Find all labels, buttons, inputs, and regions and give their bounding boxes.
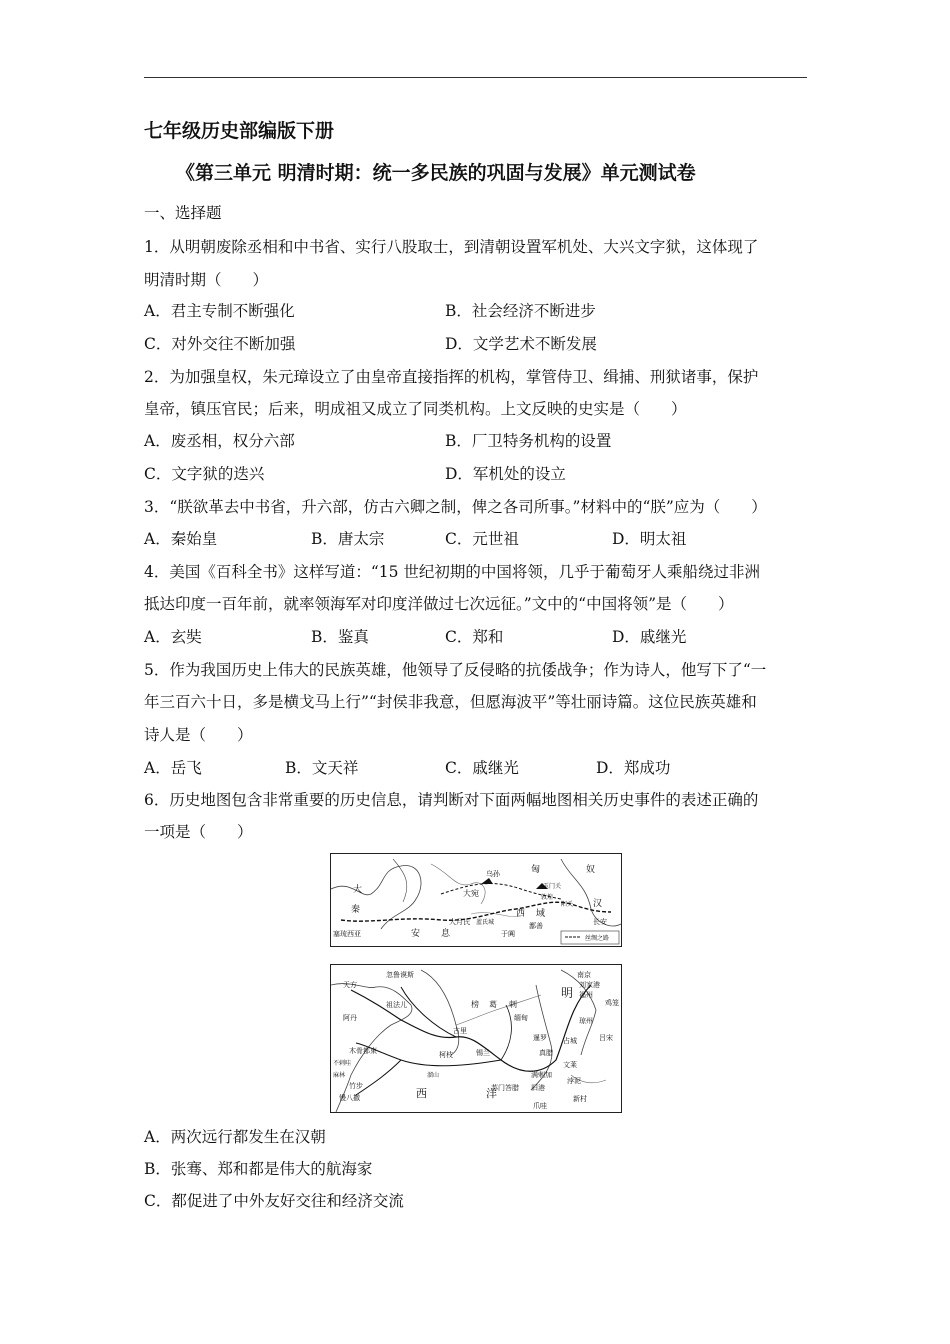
map2-label: 南京: [577, 971, 591, 979]
map1-label: 西: [516, 909, 526, 919]
map1-label: 汉: [593, 899, 603, 909]
grade-title: 七年级历史部编版下册: [144, 120, 335, 142]
map1-label: 蓝氏城: [476, 919, 495, 926]
q2-option-d: D．军机处的设立: [445, 465, 566, 483]
q3-option-d: D．明太祖: [612, 530, 687, 548]
q5-option-d: D．郑成功: [596, 759, 671, 777]
unit-title: 《第三单元 明清时期：统一多民族的巩固与发展》单元测试卷: [176, 162, 696, 184]
map1-label: 敦煌: [541, 894, 554, 901]
q2-stem-line2: 皇帝，镇压官民；后来，明成祖又成立了同类机构。上文反映的史实是（ ）: [144, 400, 687, 418]
zheng-he-map-labels: [333, 970, 619, 1110]
map2-label: 西: [416, 1087, 427, 1100]
q6-stem-line1: 6．历史地图包含非常重要的历史信息，请判断对下面两幅地图相关历史事件的表述正确的: [144, 791, 759, 809]
q3-option-a: A．秦始皇: [144, 530, 218, 548]
q4-option-d: D．戚继光: [612, 628, 687, 646]
map2-label: 吕宋: [599, 1034, 613, 1042]
map1-label: 大宛: [463, 889, 479, 898]
map2-label: 旧港: [531, 1084, 545, 1092]
map2-label: 不剌哇: [333, 1060, 352, 1067]
map2-label: 鸡笼: [605, 999, 619, 1007]
map2-label: 浡泥: [567, 1077, 581, 1085]
map2-label: 洋: [486, 1087, 497, 1100]
q3-option-c: C．元世祖: [445, 530, 519, 548]
q5-option-c: C．戚继光: [445, 759, 519, 777]
q6-option-b: B．张骞、郑和都是伟大的航海家: [144, 1160, 373, 1178]
q4-option-a: A．玄奘: [144, 628, 202, 646]
map1-label: 长安: [593, 918, 607, 926]
map1-label: 大月氏: [449, 918, 470, 926]
q2-stem-line1: 2．为加强皇权，朱元璋设立了由皇帝直接指挥的机构，掌管侍卫、缉捕、刑狱诸事，保护: [144, 368, 759, 386]
map2-label: 爪哇: [533, 1102, 547, 1110]
map1-label: 塞琉西亚: [333, 930, 361, 938]
map2-label: 新村: [573, 1095, 587, 1103]
q4-option-c: C．郑和: [445, 628, 504, 646]
map2-label: 溜山: [427, 1072, 440, 1079]
map1-label: 阳关: [561, 901, 574, 908]
q5-stem-line3: 诗人是（ ）: [144, 726, 253, 744]
map2-label: 慢八撒: [339, 1094, 360, 1102]
q5-option-a: A．岳飞: [144, 759, 202, 777]
q1-option-d: D．文学艺术不断发展: [445, 335, 597, 353]
q5-stem-line1: 5．作为我国历史上伟大的民族英雄，他领导了反侵略的抗倭战争；作为诗人，他写下了“一: [144, 661, 767, 679]
map2-label: 缅甸: [514, 1014, 528, 1022]
map2-label: 福州: [579, 991, 593, 999]
map1-label: 玉门关: [543, 883, 562, 890]
map2-label: 葛: [489, 1000, 497, 1009]
q2-option-c: C．文字狱的迭兴: [144, 465, 265, 483]
map2-label: 苏门答腊: [491, 1084, 519, 1092]
map2-label: 锡兰: [476, 1049, 490, 1057]
map1-label: 大: [353, 885, 363, 895]
map2-label: 柯枝: [439, 1051, 453, 1059]
silk-road-map: [330, 853, 622, 947]
q5-option-b: B．文天祥: [285, 759, 359, 777]
q4-stem-line1: 4．美国《百科全书》这样写道：“15 世纪初期的中国将领，几乎于葡萄牙人乘船绕过非洲: [144, 563, 760, 581]
map1-label: 域: [536, 909, 546, 919]
map2-label: 琼州: [579, 1017, 593, 1025]
q2-option-b: B．厂卫特务机构的设置: [445, 432, 612, 450]
q5-stem-line2: 年三百六十日，多是横戈马上行”“封侯非我意，但愿海波平”等壮丽诗篇。这位民族英雄和: [144, 693, 757, 711]
map2-label: 忽鲁谟斯: [386, 971, 414, 979]
map1-label: 匈: [531, 865, 541, 875]
map2-label: 天方: [343, 981, 357, 989]
map1-label: 安: [411, 929, 421, 939]
map2-label: 占城: [563, 1037, 577, 1045]
q1-option-b: B．社会经济不断进步: [445, 302, 596, 320]
q6-option-a: A．两次远行都发生在汉朝: [144, 1128, 326, 1146]
map2-label: 暹罗: [533, 1034, 547, 1042]
zheng-he-voyages-map: [330, 964, 622, 1113]
q1-option-a: A．君主专制不断强化: [144, 302, 295, 320]
map1-label: 鄯善: [529, 922, 543, 930]
map2-label: 木骨都束: [349, 1047, 377, 1055]
map1-label: 奴: [586, 865, 596, 875]
map1-legend: 丝绸之路: [585, 935, 610, 942]
q6-option-c: C．都促进了中外友好交往和经济交流: [144, 1192, 404, 1210]
map2-label: 刘家港: [579, 981, 600, 989]
q1-option-c: C．对外交往不断加强: [144, 335, 296, 353]
map2-label: 榜: [471, 1000, 479, 1009]
silk-road-map-labels: [333, 863, 609, 942]
q3-stem-line1: 3．“朕欲革去中书省，升六部，仿古六卿之制，俾之各司所事。”材料中的“朕”应为（ ）: [144, 498, 767, 516]
map2-label: 满剌加: [531, 1071, 552, 1079]
map1-label: 乌孙: [486, 870, 500, 878]
map2-label: 阿丹: [343, 1014, 357, 1022]
q6-stem-line2: 一项是（ ）: [144, 823, 253, 841]
map2-label: 真腊: [539, 1049, 553, 1057]
map2-label: 祖法儿: [386, 1001, 407, 1009]
map2-label: 古里: [453, 1027, 467, 1035]
map2-label: 麻林: [333, 1072, 346, 1079]
q4-option-b: B．鉴真: [311, 628, 369, 646]
map2-label: 剌: [509, 1000, 517, 1009]
q4-stem-line2: 抵达印度一百年前，就率领海军对印度洋做过七次远征。”文中的“中国将领”是（ ）: [144, 595, 734, 613]
map1-label: 息: [441, 929, 451, 939]
q3-option-b: B．唐太宗: [311, 530, 385, 548]
q1-stem-line2: 明清时期（ ）: [144, 271, 269, 289]
map1-label: 秦: [351, 905, 361, 915]
header-rule: [144, 77, 807, 78]
q2-option-a: A．废丞相，权分六部: [144, 432, 295, 450]
q1-stem-line1: 1．从明朝废除丞相和中书省、实行八股取士，到清朝设置军机处、大兴文字狱，这体现了: [144, 238, 759, 256]
map2-label: 明: [561, 986, 574, 1000]
map2-label: 文莱: [563, 1061, 577, 1069]
map1-label: 于阗: [501, 930, 515, 938]
map2-label: 竹步: [349, 1082, 363, 1090]
section-heading: 一、选择题: [144, 204, 222, 222]
